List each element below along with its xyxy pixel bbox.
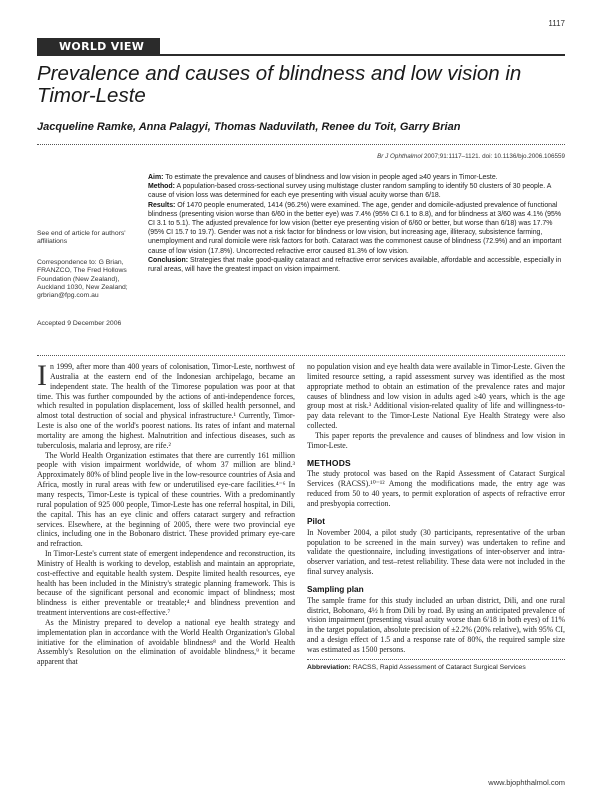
abbreviation-note xyxy=(307,663,565,673)
method-text: A population-based cross-sectional survey using multistage cluster random sampling to identify 50 clusters of 30 people. A cause of vision loss was determined for each eye presenting with visual acuity worse than 6/18. xyxy=(148,183,551,200)
body-paragraph: The study protocol was based on the Rapid Assessment of Cataract Surgical Services (RACSS).¹⁰⁻¹² Among the modifications made, the entry age was reduced from 50 to 40 years, to permit exploration of aspects of refractive error and presbyopia correction. xyxy=(307,469,565,508)
abstract xyxy=(148,173,565,274)
aim-label: Aim: xyxy=(148,174,164,181)
pilot-heading: Pilot xyxy=(307,515,325,526)
abstract-method xyxy=(148,182,565,200)
abstract-results xyxy=(148,201,565,256)
page-number: 1117 xyxy=(548,19,565,28)
results-text: Of 1470 people enumerated, 1414 (96.2%) were examined. The age, gender and domicile-adjusted prevalence of functional blindness (presenting vision worse than 6/60 in the better eye) was 7.4% (95% CI 6.1 to 8.8), and for blindness at 3/60 was 4.1% (95% CI 3.1 to 5.1). The adjusted prevalence for low vision (better eye presenting vision of 6/60 or better, but worse than 6/18) was 17.7% (95% CI 15.7 to 19.7). Gender was not a risk factor for blindness or low vision, but increasing age, illiteracy, subsistence farming, unemployment and rural domicile were risk factors for both. Cataract was the commonest cause of blindness (72.9%) and an important cause of low vision (17.8%). Uncorrected refractive error caused 81.3% of low vision. xyxy=(148,201,562,255)
author-list: Jacqueline Ramke, Anna Palagyi, Thomas Naduvilath, Renee du Toit, Garry Brian xyxy=(37,121,461,133)
citation-line xyxy=(377,153,565,160)
aim-text: To estimate the prevalence and causes of blindness and low vision in people aged ≥40 years in Timor-Leste. xyxy=(163,174,498,181)
abbreviation-label: Abbreviation: xyxy=(307,663,351,671)
conclusion-label: Conclusion: xyxy=(148,256,189,264)
abstract-aim xyxy=(148,173,565,182)
method-label: Method: xyxy=(148,183,175,191)
citation-details: 2007;91:1117–1121. doi: 10.1136/bjo.2006.106559 xyxy=(422,153,565,160)
abstract-divider xyxy=(37,355,565,356)
body-paragraph: This paper reports the prevalence and causes of blindness and low vision in Timor-Leste. xyxy=(307,430,565,450)
correspondence-note: Correspondence to: G Brian, FRANZCO, The Fred Hollows Foundation (New Zealand), Auckland 1030, New Zealand; grbrian@fpg.com.au xyxy=(37,259,128,300)
sampling-heading: Sampling plan xyxy=(307,583,364,594)
body-paragraph: no population vision and eye health data were available in Timor-Leste. Given the limited resource setting, a rapid assessment survey was identified as the most appropriate method to obtain an estimation of the prevalence rates and major causes of blindness and low vision in adults aged ≥40 years, which is the age group most at risk.³ Additional vision-related quality of life and willingness-to-pay data relevant to the Timor-Leste National Eye Health Strategy were also collected. xyxy=(307,362,565,431)
accepted-date: Accepted 9 December 2006 xyxy=(37,320,122,327)
conclusion-text: Strategies that make good-quality cataract and refractive error services available, affordable and accessible, especially in rural areas, will have the greatest impact on vision impairment. xyxy=(148,256,562,274)
abstract-conclusion xyxy=(148,256,565,274)
article-title: Prevalence and causes of blindness and low vision in Timor-Leste xyxy=(37,62,522,107)
abbreviation-divider xyxy=(307,659,565,660)
body-paragraph: In November 2004, a pilot study (30 participants, representative of the urban population to be screened in the main survey) was undertaken to refine and validate the questionnaire, including investigations of inter-observer and intra-observer variation, and test–retest reliability. These data were not included in the final survey analysis. xyxy=(307,527,565,577)
body-column-left xyxy=(37,359,295,667)
abbreviation-text: RACSS, Rapid Assessment of Cataract Surgical Services xyxy=(350,663,526,671)
header-divider xyxy=(37,144,565,145)
methods-heading: METHODS xyxy=(307,457,351,468)
body-paragraph: In Timor-Leste's current state of emergent independence and reconstruction, its Ministry of Health is working to develop, establish and maintain an appropriate, cost-effective and equitable health system. Despite limited health resources, eye health has been included in the Ministry's strategic planning framework. This is because of the significant personal and economic impact of blindness; most blindness is either preventable or treatable;⁴ and blindness prevention and treatment interventions are cost-effective.⁷ xyxy=(37,549,295,618)
affiliations-note: See end of article for authors' affiliations xyxy=(37,230,126,246)
results-label: Results: xyxy=(148,201,176,209)
drop-cap: I xyxy=(37,359,47,392)
paragraph-text: n 1999, after more than 400 years of colonisation, Timor-Leste, northwest of Australia at the eastern end of the Indonesian archipelago, became an independent state. The health of the Timorese population was poor at that time. This was further compounded by the actions of anti-independence forces, which resulted in population displacement, loss of skilled health personnel, and almost total destruction of social and physical infrastructure.¹ Currently, Timor-Leste is also one of the world's poorest nations. Its rates of infant and maternal mortality are among the highest. Malnutrition and infectious diseases, such as tuberculosis, malaria and leprosy, are rife.² xyxy=(37,362,295,450)
body-paragraph xyxy=(37,359,295,451)
section-label: WORLD VIEW xyxy=(37,38,160,54)
body-paragraph: As the Ministry prepared to develop a national eye health strategy and implementation plan in accordance with the World Health Organization's Global initiative for the elimination of avoidable blindness⁸ and the World Health Assembly's Resolution on the elimination of avoidable blindness,⁹ it became apparent that xyxy=(37,617,295,667)
section-rule xyxy=(37,54,565,56)
journal-url: www.bjophthalmol.com xyxy=(488,778,565,787)
journal-name: Br J Ophthalmol xyxy=(377,153,423,160)
body-column-right xyxy=(307,362,565,673)
body-paragraph: The World Health Organization estimates that there are currently 161 million people with vision impairment worldwide, of whom 37 million are blind.³ Approximately 80% of blind people live in the low-resource countries of Asia and Africa, mostly in rural areas with few or underutilised eye-care facilities.⁴⁻⁶ In many respects, Timor-Leste is typical of these countries. With a predominantly rural population of 925 000 people, Timor-Leste has one referral hospital, in Dili, the capital. This has an eye clinic and offers cataract surgery and refraction services. Elsewhere, at the beginning of 2005, there were two provincial eye clinics, including one in the Bobonaro district. These provided primary eye-care and refraction. xyxy=(37,450,295,549)
body-paragraph: The sample frame for this study included an urban district, Dili, and one rural district, Bobonaro, 4½ h from Dili by road. By using an anticipated prevalence of vision impairment (presenting visual acuity worse than 6/18 in both eyes) of 11% in the target population, absolute precision of ±2.2% (20% relative), with 95% CI, and a design effect of 1.5 and a response rate of 80%, the required sample size was estimated as 1500 persons. xyxy=(307,595,565,654)
